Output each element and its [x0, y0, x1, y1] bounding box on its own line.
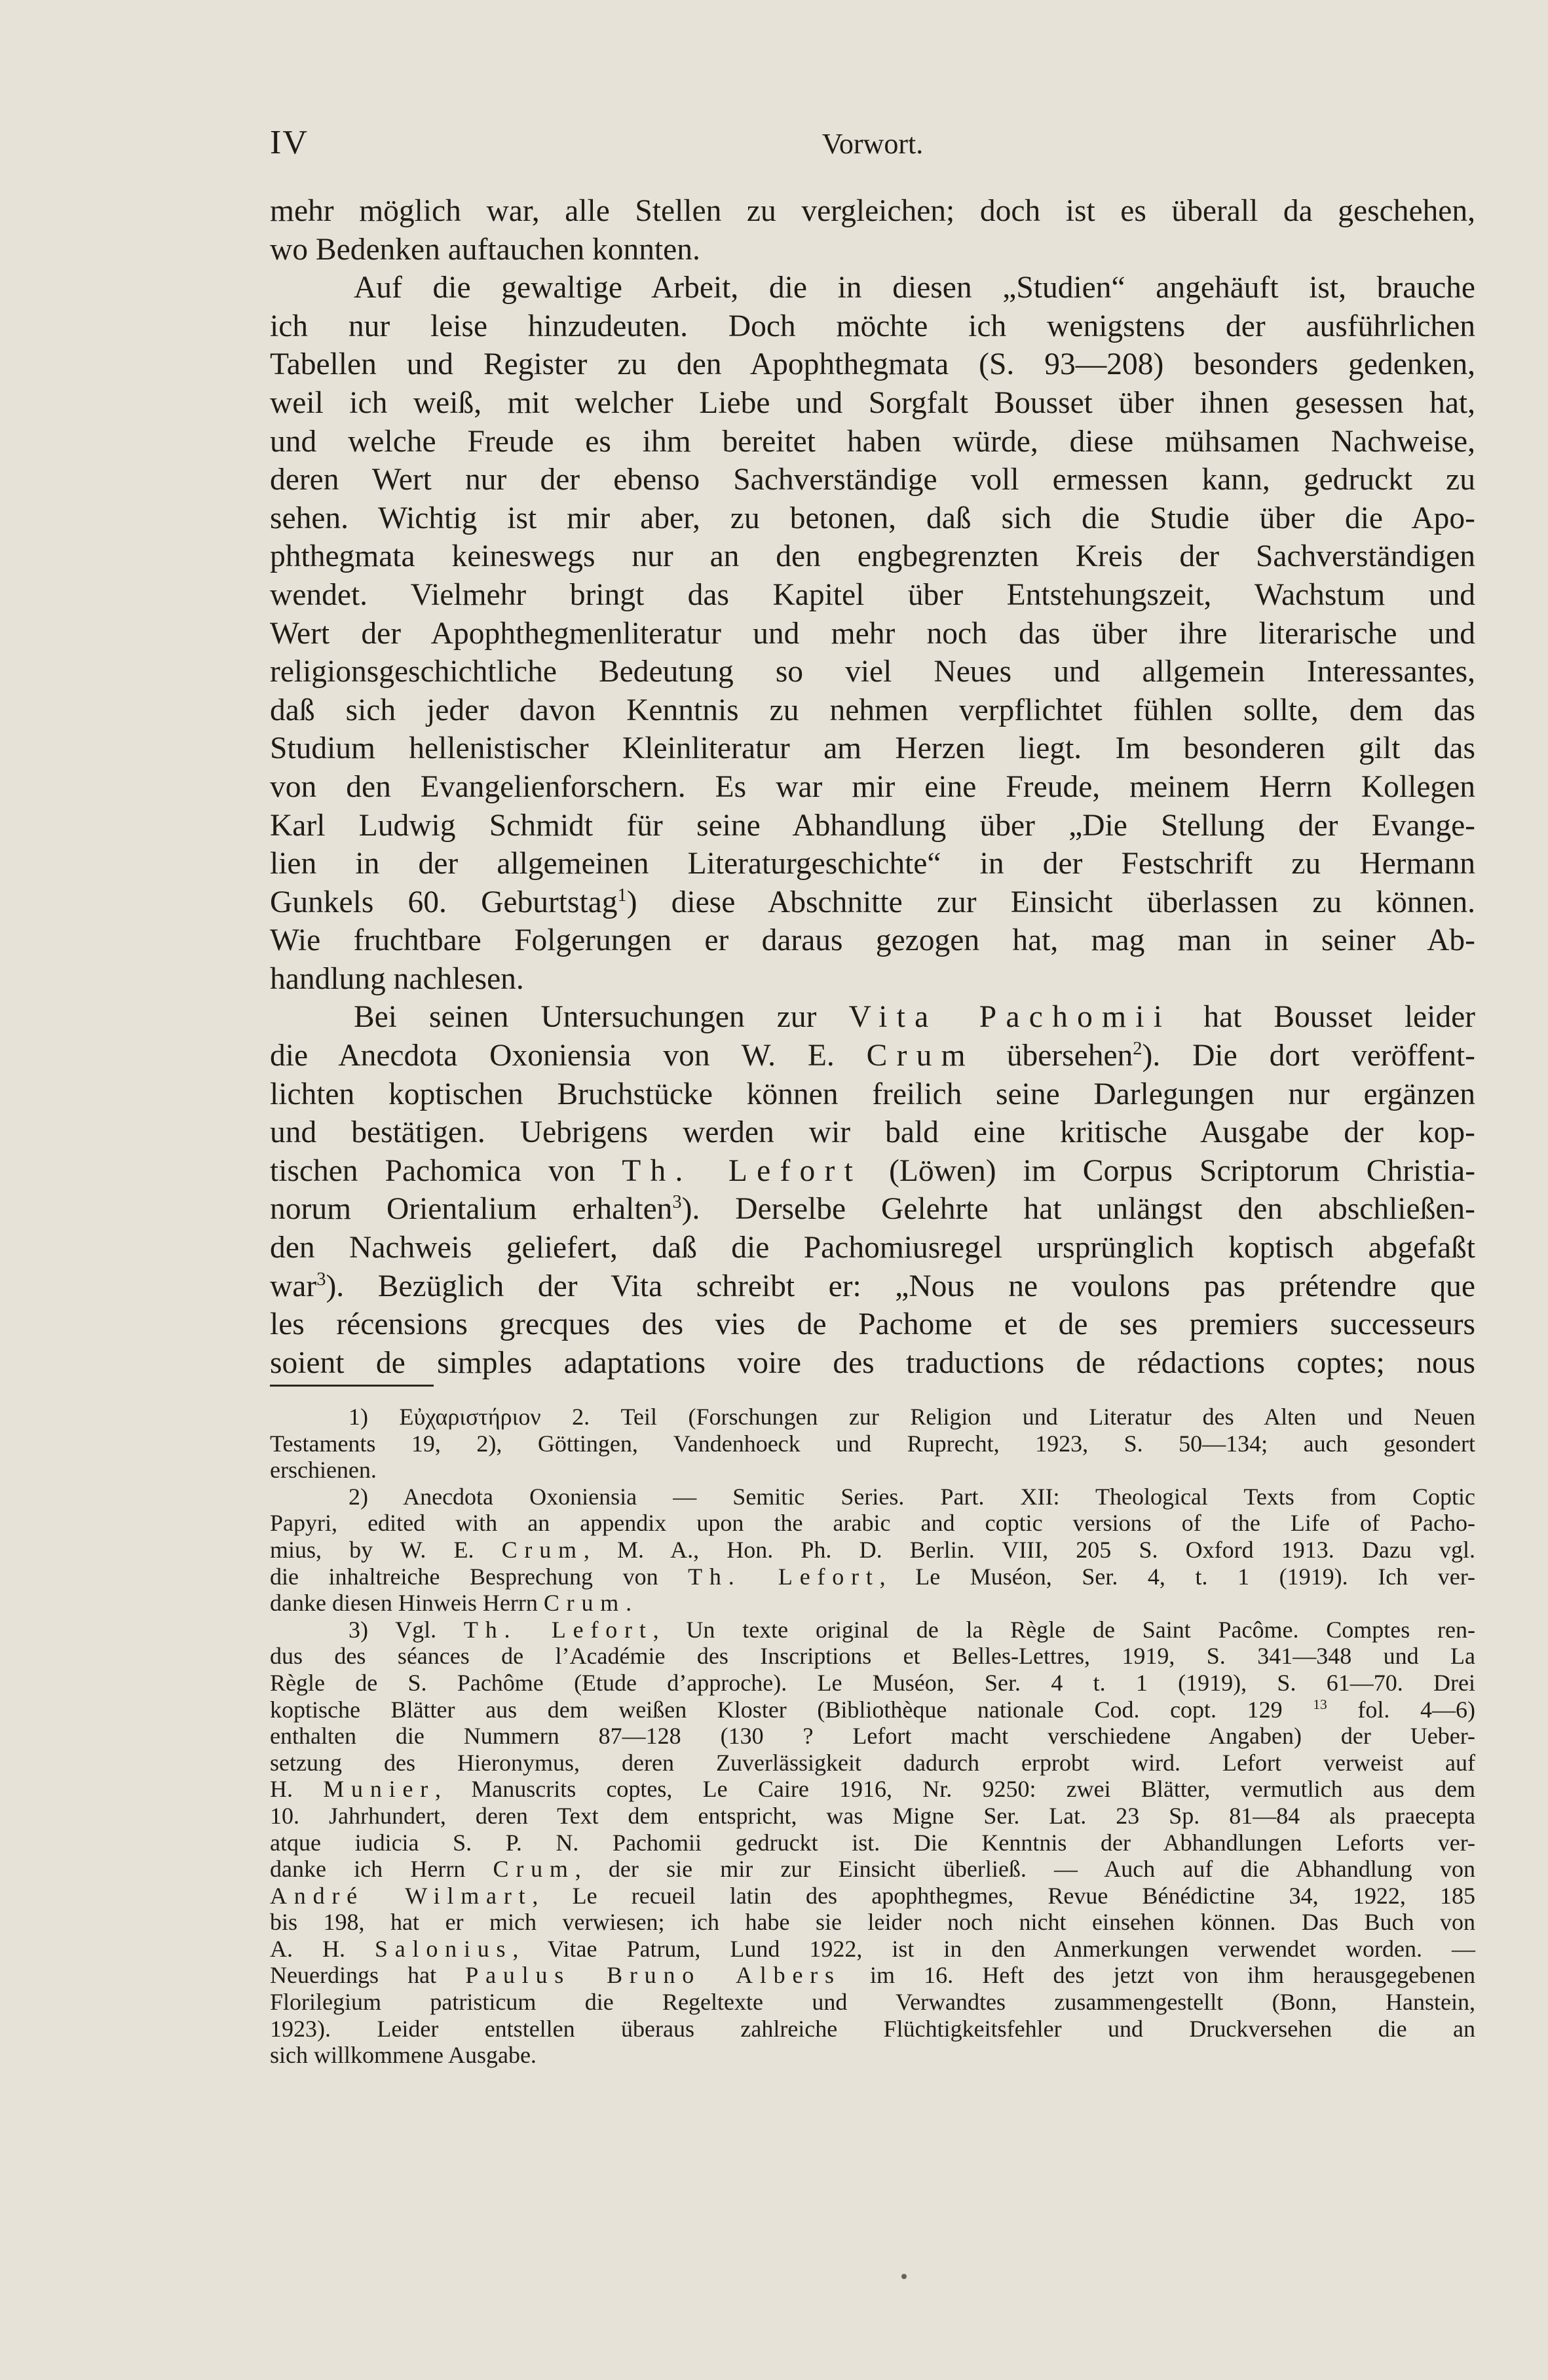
footnote-ref: 3	[316, 1269, 326, 1290]
footnote-line: atque iudicia S. P. N. Pachomii gedruckt ist. Die Kenntnis der Abhandlungen Leforts ver-	[270, 1829, 1475, 1856]
main-text	[270, 192, 1475, 1382]
running-title: Vorwort.	[821, 128, 924, 160]
footnote-line: enthalten die Nummern 87—128 (130 ? Lefort macht verschiedene Angaben) der Ueber-	[270, 1723, 1475, 1750]
footnote-line: mius, by W. E. Crum, M. A., Hon. Ph. D. Berlin. VIII, 205 S. Oxford 1913. Dazu vgl.	[270, 1536, 1475, 1563]
text-line: tischen Pachomica von Th. Lefort (Löwen) im Corpus Scriptorum Christia-	[270, 1153, 1476, 1188]
text-line: Auf die gewaltige Arbeit, die in diesen „Studien“ angehäuft ist, brauche	[354, 271, 1475, 305]
text-line: Karl Ludwig Schmidt für seine Abhandlung über „Die Stellung der Evange-	[270, 808, 1475, 843]
footnote-line: bis 198, hat er mich verwiesen; ich habe sie leider noch nicht einsehen können. Das Buch von	[270, 1909, 1475, 1936]
footnote-line: André Wilmart, Le recueil latin des apophthegmes, Revue Bénédictine 34, 1922, 185	[270, 1882, 1476, 1909]
footnote-ref: 3	[672, 1192, 682, 1213]
text-line: und welche Freude es ihm bereitet haben würde, diese mühsamen Nachweise,	[270, 424, 1475, 459]
footnote-line: koptische Blätter aus dem weißen Kloster (Bibliothèque nationale Cod. copt. 129 $^{13}$ fol. 4—6)	[270, 1696, 1475, 1723]
footnote-rule	[270, 1385, 434, 1387]
footnote-line: danke diesen Hinweis Herrn Crum.	[270, 1590, 632, 1617]
text-line: les récensions grecques des vies de Pachome et de ses premiers successeurs	[270, 1307, 1475, 1342]
text-line: deren Wert nur der ebenso Sachverständige voll ermessen kann, gedruckt zu	[270, 463, 1475, 497]
footnote-line: 3) Vgl. Th. Lefort, Un texte original de la Règle de Saint Pacôme. Comptes ren-	[349, 1616, 1476, 1643]
text-line: ich nur leise hinzudeuten. Doch möchte ich wenigstens der ausführlichen	[270, 309, 1475, 343]
footnotes	[270, 1404, 1475, 2069]
footnote-line: H. Munier, Manuscrits coptes, Le Caire 1916, Nr. 9250: zwei Blätter, vermutlich aus dem	[270, 1776, 1476, 1803]
text-line: lichten koptischen Bruchstücke können freilich seine Darlegungen nur ergänzen	[270, 1077, 1475, 1111]
footnote-line: Testaments 19, 2), Göttingen, Vandenhoeck und Ruprecht, 1923, S. 50—134; auch gesondert	[270, 1430, 1475, 1457]
page-header	[270, 123, 1475, 176]
footnote-line: A. H. Salonius, Vitae Patrum, Lund 1922, ist in den Anmerkungen verwendet worden. —	[270, 1935, 1475, 1962]
text-line: Studium hellenistischer Kleinliteratur am Herzen liegt. Im besonderen gilt das	[270, 731, 1475, 766]
text-line: Wie fruchtbare Folgerungen er daraus gezogen hat, mag man in seiner Ab-	[270, 923, 1475, 958]
text-line: Bei seinen Untersuchungen zur Vita Pachomii hat Bousset leider	[354, 1000, 1475, 1035]
text-line: norum Orientalium erhalten$^3$). Derselbe Gelehrte hat unlängst den abschließen-	[270, 1192, 1475, 1227]
footnote-line: dus des séances de l’Académie des Inscriptions et Belles-Lettres, 1919, S. 341—348 und La	[270, 1643, 1475, 1670]
footnote-line: sich willkommene Ausgabe.	[270, 2042, 537, 2069]
text-line: wo Bedenken auftauchen konnten.	[270, 232, 700, 267]
text-line: lien in der allgemeinen Literaturgeschichte“ in der Festschrift zu Hermann	[270, 847, 1475, 881]
footnote-line: 1923). Leider entstellen überaus zahlreiche Flüchtigkeitsfehler und Druckversehen die an	[270, 2015, 1475, 2042]
footnote-ref: 1	[617, 885, 627, 906]
footnote-line: setzung des Hieronymus, deren Zuverlässigkeit dadurch erprobt wird. Lefort verweist auf	[270, 1749, 1475, 1776]
text-line: religionsgeschichtliche Bedeutung so viel Neues und allgemein Interessantes,	[270, 655, 1475, 689]
footnote-line: Papyri, edited with an appendix upon the arabic and coptic versions of the Life of Pacho-	[270, 1510, 1475, 1537]
text-line: und bestätigen. Uebrigens werden wir bald eine kritische Ausgabe der kop-	[270, 1115, 1475, 1150]
text-line: den Nachweis geliefert, daß die Pachomiusregel ursprünglich koptisch abgefaßt	[270, 1231, 1475, 1265]
text-line: war$^3$). Bezüglich der Vita schreibt er: „Nous ne voulons pas prétendre que	[270, 1269, 1475, 1303]
footnote-line: Neuerdings hat Paulus Bruno Albers im 16. Heft des jetzt von ihm herausgegebenen	[270, 1962, 1475, 1989]
text-line: wendet. Vielmehr bringt das Kapitel über Entstehungszeit, Wachstum und	[270, 577, 1475, 612]
footnote-line: 2) Anecdota Oxoniensia — Semitic Series. Part. XII: Theological Texts from Coptic	[349, 1483, 1475, 1510]
footnote-line: 1) Εὐχαριστήριον 2. Teil (Forschungen zur Religion und Literatur des Alten und Neuen	[349, 1404, 1475, 1430]
text-line: die Anecdota Oxoniensia von W. E. Crum übersehen$^2$). Die dort veröffent-	[270, 1039, 1475, 1073]
text-line: handlung nachlesen.	[270, 961, 524, 996]
footnote-ref: 2	[1133, 1039, 1142, 1060]
text-line: von den Evangelienforschern. Es war mir eine Freude, meinem Herrn Kollegen	[270, 769, 1475, 804]
footnote-line: 10. Jahrhundert, deren Text dem entspricht, was Migne Ser. Lat. 23 Sp. 81—84 als praecepta	[270, 1802, 1475, 1829]
text-line: Wert der Apophthegmenliteratur und mehr noch das über ihre literarische und	[270, 616, 1475, 651]
footnote-line: erschienen.	[270, 1457, 377, 1484]
text-line: daß sich jeder davon Kenntnis zu nehmen verpflichtet fühlen sollte, dem das	[270, 693, 1475, 727]
text-line: weil ich weiß, mit welcher Liebe und Sorgfalt Bousset über ihnen gesessen hat,	[270, 385, 1475, 420]
text-line: soient de simples adaptations voire des traductions de rédactions coptes; nous	[270, 1345, 1475, 1380]
footnote-line: die inhaltreiche Besprechung von Th. Lefort, Le Muséon, Ser. 4, t. 1 (1919). Ich ver-	[270, 1563, 1475, 1590]
footnote-line: Florilegium patristicum die Regeltexte und Verwandtes zusammengestellt (Bonn, Hanstein,	[270, 1989, 1475, 2016]
footnote-line: danke ich Herrn Crum, der sie mir zur Einsicht überließ. — Auch auf die Abhandlung von	[270, 1856, 1475, 1883]
ink-speck	[901, 2274, 907, 2279]
text-line: phthegmata keineswegs nur an den engbegrenzten Kreis der Sachverständigen	[270, 539, 1475, 574]
footnote-line: Règle de S. Pachôme (Etude d’approche). Le Muséon, Ser. 4 t. 1 (1919), S. 61—70. Drei	[270, 1669, 1475, 1696]
text-line: Gunkels 60. Geburtstag$^1$) diese Abschnitte zur Einsicht überlassen zu können.	[270, 885, 1475, 919]
text-line: sehen. Wichtig ist mir aber, zu betonen, daß sich die Studie über die Apo-	[270, 501, 1475, 535]
text-line: Tabellen und Register zu den Apophthegmata (S. 93—208) besonders gedenken,	[270, 347, 1475, 382]
page-number: IV	[270, 124, 309, 161]
text-line: mehr möglich war, alle Stellen zu vergleichen; doch ist es überall da geschehen,	[270, 194, 1475, 228]
